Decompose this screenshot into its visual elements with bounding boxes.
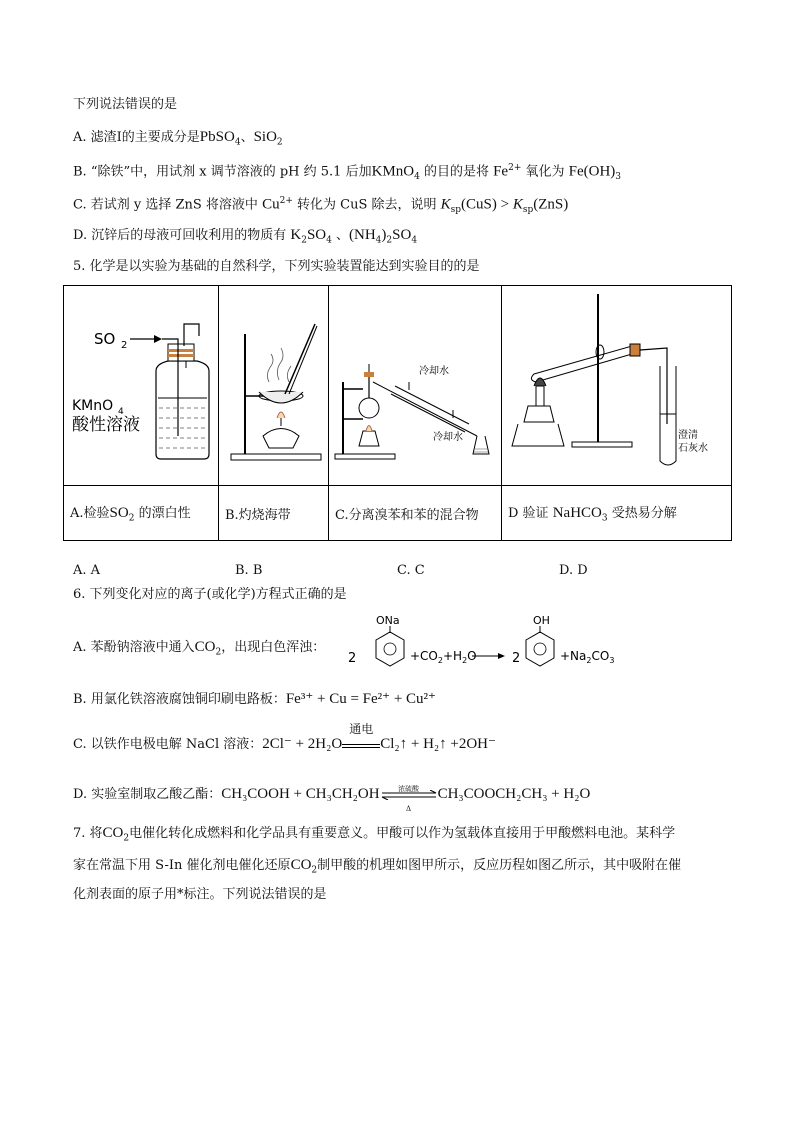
svg-text:酸性溶液: 酸性溶液: [72, 415, 140, 435]
svg-text:冷却水: 冷却水: [419, 366, 449, 377]
figure-b-cell: [219, 286, 329, 486]
svg-text:2: 2: [348, 651, 357, 666]
caption-a: A.检验$SO_2$ 的漂白性: [64, 486, 219, 541]
q4-option-c: C. 若试剂 y 选择 ZnS 将溶液中 $Cu^{2+}$ 转化为 CuS 除去，说明 $K_{sp}(CuS) > K_{sp}(ZnS)$: [73, 196, 569, 215]
caption-c: C.分离溴苯和苯的混合物: [329, 486, 502, 541]
caption-b: B.灼烧海带: [219, 486, 329, 541]
q4-option-d: D. 沉锌后的母液可回收利用的物质有 $K_2SO_4$ 、$(NH_4)_2SO_4$: [73, 227, 418, 246]
heating-test-tube-figure: [502, 286, 730, 481]
svg-text:KMnO: KMnO: [72, 398, 114, 414]
evaporating-dish-figure: [219, 286, 327, 481]
distillation-figure: [329, 286, 500, 481]
q7-line-1: 7. 将$CO_2$电催化转化成燃料和化学品具有重要意义。甲酸可以作为氢载体直接用于甲酸燃料电池。某科学: [73, 825, 676, 844]
q5-stem: 5. 化学是以实验为基础的自然科学，下列实验装置能达到实验目的的是: [73, 259, 480, 274]
svg-text:2: 2: [121, 340, 128, 351]
q6-option-b: B. 用氯化铁溶液腐蚀铜印刷电路板：Fe³⁺ + Cu = Fe²⁺ + Cu²⁺: [73, 691, 436, 707]
svg-text:ONa: ONa: [376, 614, 400, 627]
q6-stem: 6. 下列变化对应的离子(或化学)方程式正确的是: [73, 587, 347, 602]
gas-washing-bottle-figure: [64, 286, 217, 481]
q6-option-a-text: A. 苯酚钠溶液中通入$CO_2$，出现白色浑浊：: [73, 639, 326, 658]
q7-line-3: 化剂表面的原子用*标注。下列说法错误的是: [73, 887, 327, 902]
caption-d: D 验证 NaHCO$_3$ 受热易分解: [502, 486, 732, 541]
svg-text:SO: SO: [94, 330, 116, 348]
q6-option-c: C. 以铁作电极电解 NaCl 溶液：2Cl⁻ + 2H₂O 通电 Cl₂↑ + H₂↑ +2OH⁻: [73, 722, 496, 752]
svg-text:+Na2CO3: $+Na_2CO_3$: [560, 649, 615, 665]
figure-a-cell: [64, 286, 219, 486]
svg-text:冷却水: 冷却水: [433, 432, 463, 443]
phenoxide-reaction-equation: [340, 612, 630, 676]
apparatus-table: [63, 285, 732, 541]
svg-text:+CO2+H2O: $+CO_2+H_2O$: [410, 649, 477, 665]
q4-stem: 下列说法错误的是: [73, 97, 178, 112]
q5-option-c: C. C: [397, 563, 425, 578]
svg-text:2: 2: [512, 651, 521, 666]
svg-text:石灰水: 石灰水: [678, 443, 708, 454]
q4-option-b: B. “除铁”中，用试剂 x 调节溶液的 pH 约 5.1 后加KMnO$_4$ 的目的是将 $Fe^{2+}$ 氧化为 $Fe(OH)_3$: [73, 163, 622, 182]
svg-text:4: 4: [118, 407, 124, 417]
figure-c-cell: [329, 286, 502, 486]
figure-d-cell: [502, 286, 732, 486]
q7-line-2: 家在常温下用 S-In 催化剂电催化还原$CO_2$制甲酸的机理如图甲所示，反应历程如图乙所示，其中吸附在催: [73, 857, 682, 876]
svg-text:OH: OH: [533, 614, 550, 627]
q5-option-d: D. D: [559, 563, 588, 578]
q6-option-d: D. 实验室制取乙酸乙酯：CH₃COOH + CH₃CH₂OH 浓硫酸 Δ CH₃COOCH₂CH₃ + H₂O: [73, 784, 591, 813]
q4-option-a: A. 滤渣I的主要成分是PbSO$_4$、SiO$_2$: [73, 129, 283, 148]
q5-option-b: B. B: [235, 563, 263, 578]
svg-text:澄清: 澄清: [678, 430, 698, 441]
q5-option-a: A. A: [73, 563, 101, 578]
